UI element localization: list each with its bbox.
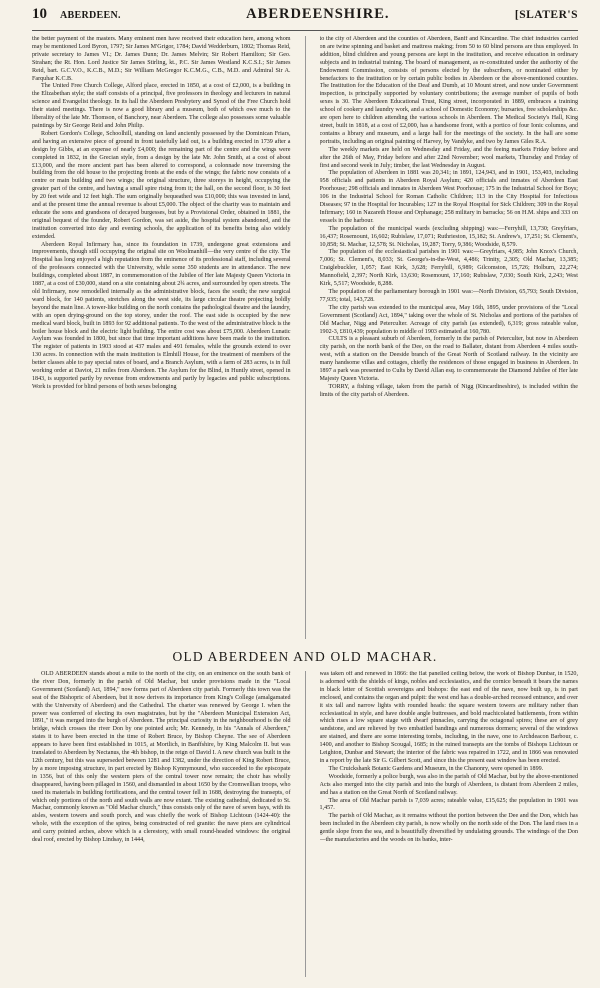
top-columns xyxy=(32,36,578,639)
running-title: ABERDEENSHIRE. xyxy=(246,6,390,22)
paragraph: was taken off and renewed in 1866: the flat panelled ceiling below, the work of Bishop Dunbar, in 1520, is adorned with the shields of kings, nobles and ecclesiastics, and the cornice beneath it bears the names in black letter of Scottish sovereigns and bishops: the east end of the nave, now built up, is in part enclosed, and contains the organ and pulpit: the west end has a double-arched recessed entrance, and over it six tall and narrow lights with rounded heads: the square western towers are military rather than ecclesiastical in style, and have double angle buttresses, and bold machicolated battlements, from within which rises a low square stage with dwarf pinnacles, carrying the octagonal spires; these are of grey sandstone, and are relieved by two embattled bandings and numerous dormers; several of the windows are stained, and there are some interesting tombs, including, in the nave, one to Archdeacon Barbour, c. 1400, and another to Bishop Scougal, 1685; in the ruined transepts are the tombs of Bishops Lichtoun or Leighton, Dunbar and Stewart; the interior of the fabric was repaired in 1722, and in 1866 was renovated in a report by the late Sir G. Gilbert Scott, and since this the present east window has been erected. xyxy=(319,671,578,764)
paragraph: The parish of Old Machar, as it remains without the portion between the Dee and the Don, which has been included in the Aberdeen city parish, is now wholly on the north side of the Don. The land rises in a gentle slope from the sea, and is beautifully diversified by undulating grounds. The windings of the Don—the manufactories and the woods on its banks, inter- xyxy=(319,813,578,844)
paragraph: OLD ABERDEEN stands about a mile to the north of the city, on an eminence on the south bank of the river Don, formerly in the parish of Old Machar, but under provisions made in the "Local Government (Scotland) Act, 1894," now forms part of Aberdeen city parish. Formerly this town was the seat of the Bishopric of Aberdeen, but it now derives its importance from King's College (amalgamated with the University of Aberdeen) and the Cathedral. The charter was renewed by George I. when the power was conferred of electing its own magistrates, but by the "Aberdeen Municipal Extension Act, 1891," it was merged into the burgh of Aberdeen. The principal curiosity in the neighbourhood is the old bridge, which crosses the river Don by one pointed arch; Mr. Kennedy, in his "Annals of Aberdeen," states it to have been erected in the time of Robert Bruce, by Bishop Cheyne. The see of Aberdeen appears to have been first established in 1015, at Mortlich, in Banffshire, by King Malcolm II. but was translated to Aberdeen by Nectanus, the 4th bishop, in the reign of David I. A new church was built in the 12th century, but this was superseded between 1281 and 1382, under the direction of King Robert Bruce, by a more imposing structure, in part erected by Bishop Kynnymound, who succeeded to the episcopate in 1356, but of this only the western piers of the central tower now remain; the choir has wholly disappeared, having been pillaged in 1560, and dismantled in about 1650 by the Cromwellian troops, who used its materials in building fortifications, and the central tower fell in 1688, destroying the transepts, of which only portions of the north and south walls are now extant. The existing cathedral, dedicated to St. Machar, commonly known as "Old Machar church," thus consists only of the nave of seven bays, with its aisles, western towers and south porch, and was chiefly the work of Bishop Lichtoun (1424-40): the whole, with the exception of the spires, being constructed of red granite: the nave piers are cylindrical and carry pointed arches, above which is a clerestory, with small round-headed windows: the original deal roof, erected by Bishop Lindsay, in 1444, xyxy=(32,671,291,844)
paragraph: to the city of Aberdeen and the counties of Aberdeen, Banff and Kincardine. The chief industries carried on are twine spinning and basket and mattress making; from 50 to 60 blind persons are thus employed. In addition, blind children and young persons are kept in the institution, and receive education in ordinary subjects and in industrial training. The board of management, as re-constituted under the authority of the Endowment Commission, consists of persons elected by the subscribers, or nominated either by benefactors to the institution or by certain public bodies in Aberdeen or the above-mentioned counties. The Institution for the Education of the Deaf and Dumb, at 10 Mount street, and now under Government inspection, is principally supported by voluntary contributions; the average number of pupils of both sexes is 30. The Aberdeen Educational Trust, King street, incorporated in 1889, embraces a training school of cookery and laundry work, and a school of Domestic Economy; bursaries, free scholarships &c. are open here to children attending the various schools in Aberdeen. The Medical Society's Hall, King street, built in 1818, at a cost of £2,000, has a handsome front, with a portico of four Ionic columns, and contains a library and museum, and a large hall for the meetings of the society. In the hall are some portraits, including an original painting of Harvey, by Vandyke, and two by James Giles R.A. xyxy=(319,36,578,145)
paragraph: TORRY, a fishing village, taken from the parish of Nigg (Kincardineshire), is included within the limits of the city parish of Aberdeen. xyxy=(319,383,578,398)
paragraph: The population of the parliamentary borough in 1901 was:—North Division, 65,793; South Division, 77,935; total, 143,728. xyxy=(319,289,578,303)
running-head-left: ABERDEEN. xyxy=(60,10,121,21)
paragraph: The United Free Church College, Alford place, erected in 1850, at a cost of £2,000, is a building in the Elizabethan style; the staff consists of a principal, five professors in theology and lecturers in natural science and Evangelist theology. In its hall the Aberdeen Presbytery and Synod of the Free Church hold their stated meetings. There is now a good library and a museum, both of which owe much to the liberality of the late Mr. Thomson, of Banchory, near Aberdeen. The college also possesses some valuable paintings by Sir George Reid and John Philip. xyxy=(32,83,291,129)
top-right-column xyxy=(320,36,579,639)
bottom-left-column xyxy=(32,671,291,977)
bottom-right-column xyxy=(320,671,579,977)
paragraph: The population of Aberdeen in 1881 was 20,341; in 1891, 124,943, and in 1901, 153,403, including 958 officials and patients in Aberdeen Royal Asylum; 420 officials and inmates of Aberdeen East Poorhouse; 298 officials and inmates in Aberdeen West Poorhouse; 175 in the Industrial School for Boys; 106 in the Industrial School for Roman Catholic Children; 113 in the City Hospital for Infectious Diseases; 97 in the Hospital for Incurables; 127 in the Royal Hospital for Sick Children; 309 in the Royal Infirmary; 160 in Nazareth House and Orphanage; 258 military in barracks; 56 on H.M. ships and 333 on vessels in the harbour. xyxy=(319,170,578,224)
top-left-column xyxy=(32,36,291,639)
running-head-right: [SLATER'S xyxy=(514,9,578,21)
paragraph: The Cruickshank Botanic Gardens and Museum, in the Chanonry, were opened in 1899. xyxy=(328,765,544,772)
section-heading: OLD ABERDEEN AND OLD MACHAR. xyxy=(172,649,438,664)
bottom-columns xyxy=(32,671,578,977)
paragraph: Woodside, formerly a police burgh, was also in the parish of Old Machar, but by the above-mentioned Acts also merged into the city parish and into the burgh of Aberdeen, is distant from Aberdeen 2 miles, and has a station on the Great North of Scotland railway. xyxy=(319,773,578,796)
paragraph: The population of the municipal wards (excluding shipping) was:—Ferryhill, 13,730; Greyfriars, 16,437; Rosemount, 16,602; Rubislaw, 17,071; Ruthrieston, 15,182; St. Andrew's, 17,251; St. Clement's, 10,858; St. Machar, 12,578; St. Nicholas, 19,287; Torry, 9,386; Woodside, 8,579. xyxy=(319,225,578,248)
page-number: 10 xyxy=(32,6,47,22)
column-divider xyxy=(305,671,306,977)
paragraph: CULTS is a pleasant suburb of Aberdeen, formerly in the parish of Peterculter, but now in Aberdeen city parish, on the north bank of the Dee, on the road to Ballater, distant from Aberdeen 4 miles south-west, with a station on the Deeside branch of the Great North of Scotland railway. In the vicinity are many handsome villas and cottages, chiefly the residences of those engaged in business in Aberdeen. In 1897 a park was presented to Cults by David Allan esq. to commemorate the Diamond Jubilee of Her late Majesty Queen Victoria. xyxy=(319,336,578,382)
column-divider xyxy=(305,36,306,639)
paragraph: Robert Gordon's College, Schoolhill, standing on land anciently possessed by the Dominican Friars, and having an extensive piece of ground in front tastefully laid out, is a building erected in 1739 after a design by Gibbs, at an expense of nearly £4,000; the remaining part of the centre and the wings were completed in 1832, in the Grecian style, from a design by the late Mr. John Smith, at a cost of about £13,000, and the more ancient part has been altered to correspond, a colonnade now traversing the building from the old house to the projecting fronts at the ends of the wings; the fabric now consists of a centre or main building and two wings; the original structure, three storeys in height, occupying the greater part of the centre, and having a small spire rising from it; the hall, on the second floor, is 30 feet by 20 feet wide and 12 feet high. The sum originally bequeathed was £10,000; this was invested in land, and at the present time the annual revenue is about £5,000. The object of the charity was to maintain and educate the sons and grandsons of decayed burgesses, but by a Provisional Order, obtained in 1881, the original bequest of the founder, Robert Gordon, was set aside, the hospital system abandoned, and the institution converted into day and evening schools, the application of its benefits being also widely extended. xyxy=(32,130,291,240)
paragraph: The area of Old Machar parish is 7,039 acres; rateable value, £15,625; the population in 1901 was 1,457. xyxy=(319,797,578,812)
paragraph: the better payment of the masters. Many eminent men have received their education here, among whom may be mentioned Lord Byron, 1797; Sir James M'Grigor, 1784; David Wedderburn, 1802; Thomas Reid, private secretary to James VI.; Dr. James Dunn; Dr. James Melvin; Sir Robert Hamilton; Sir Geo. Strahan; the Rt. Hon. Lord Justice Sir James Stirling, kt., P.C. Sir James Westland K.C.S.I.; Sir James Reid, bart. G.C.V.O., K.C.B., M.D.; Sir William McGregor K.C.M.G., C.B., M.D. and Admiral Sir A. Farquhar K.C.B. xyxy=(32,36,291,82)
paragraph: The population of the ecclesiastical parishes in 1901 was:—Greyfriars, 4,985; John Knox's Church, 7,006; St. Clement's, 8,033; St. George's-in-the-West, 4,486; Trinity, 2,305; Old Machar, 13,385; Craiglebuckler, 1,057; East Kirk, 3,628; Ferryhill, 6,989; Gilcomston, 15,726; Holburn, 22,274; Mannofield, 2,397; North Kirk, 13,630; Rosemount, 17,160; Rubislaw, 7,030; South Kirk, 2,243; West Kirk, 5,517; Woodside, 8,288. xyxy=(319,249,578,288)
page-header xyxy=(32,6,578,31)
paragraph: The weekly markets are held on Wednesday and Friday, and the feeing markets Friday before and after the 26th of May, Friday before and after 22nd November; wool markets, Thursday and Friday of first and second week in July; timber, the last Wednesday in August. xyxy=(319,146,578,169)
paragraph: Aberdeen Royal Infirmary has, since its foundation in 1739, undergone great extensions and improvements, though still occupying the original site on Woolmanhill—the very centre of the city. The Hospital has long enjoyed a high reputation from the eminence of its professional staff, including several of the professors connected with the University, while some 350 students are in attendance. The new buildings, completed about 1887, in commemoration of the Jubilee of Her late Majesty Queen Victoria in 1887, at a cost of £30,000, stand on a site containing about 2¾ acres, and surrounded by open streets. The old Infirmary, now remodelled internally as the administrative block, faces the south; the new surgical ward block, for 140 patients, stretches along the west side, its large circular theatre projecting boldly beyond the main line. A tower-like building on the north contains the pathological theatre and the laundry, with an open drying-ground on the top storey, under the roof. The east side is occupied by the new medical ward block, built in 1893 for 92 additional patients. To the west of the administrative block is the boiler house block and the electric light building. The entire cost was about £75,000. Aberdeen Lunatic Asylum was founded in 1800, but since that time important additions have been made to the institution. The register of patients in 1903 stood at 437 males and 491 females, while the grounds extend to over 130 acres. In connection with the main institution is Elmhill House, for the treatment of members of the better classes able to pay special rates of board, and a Branch Asylum, with a farm of 283 acres, is in full working order at Daviot, 21 miles from Aberdeen. The Asylum for the Blind, in Huntly street, opened in 1843, is supported partly by revenue from endowments and partly by legacies and public subscriptions. Work is provided for blind persons of both sexes belonging xyxy=(32,241,291,390)
paragraph: The city parish was extended to the municipal area, May 16th, 1895, under provisions of the "Local Government (Scotland) Act, 1894," taking over the whole of St. Nicholas and portions of the parishes of Old Machar, Nigg and Peterculter. Acreage of city parish (as extended), 6,319; gross rateable value, 1902-3, £810,439; population to middle of 1903 estimated at 160,780. xyxy=(319,304,578,335)
